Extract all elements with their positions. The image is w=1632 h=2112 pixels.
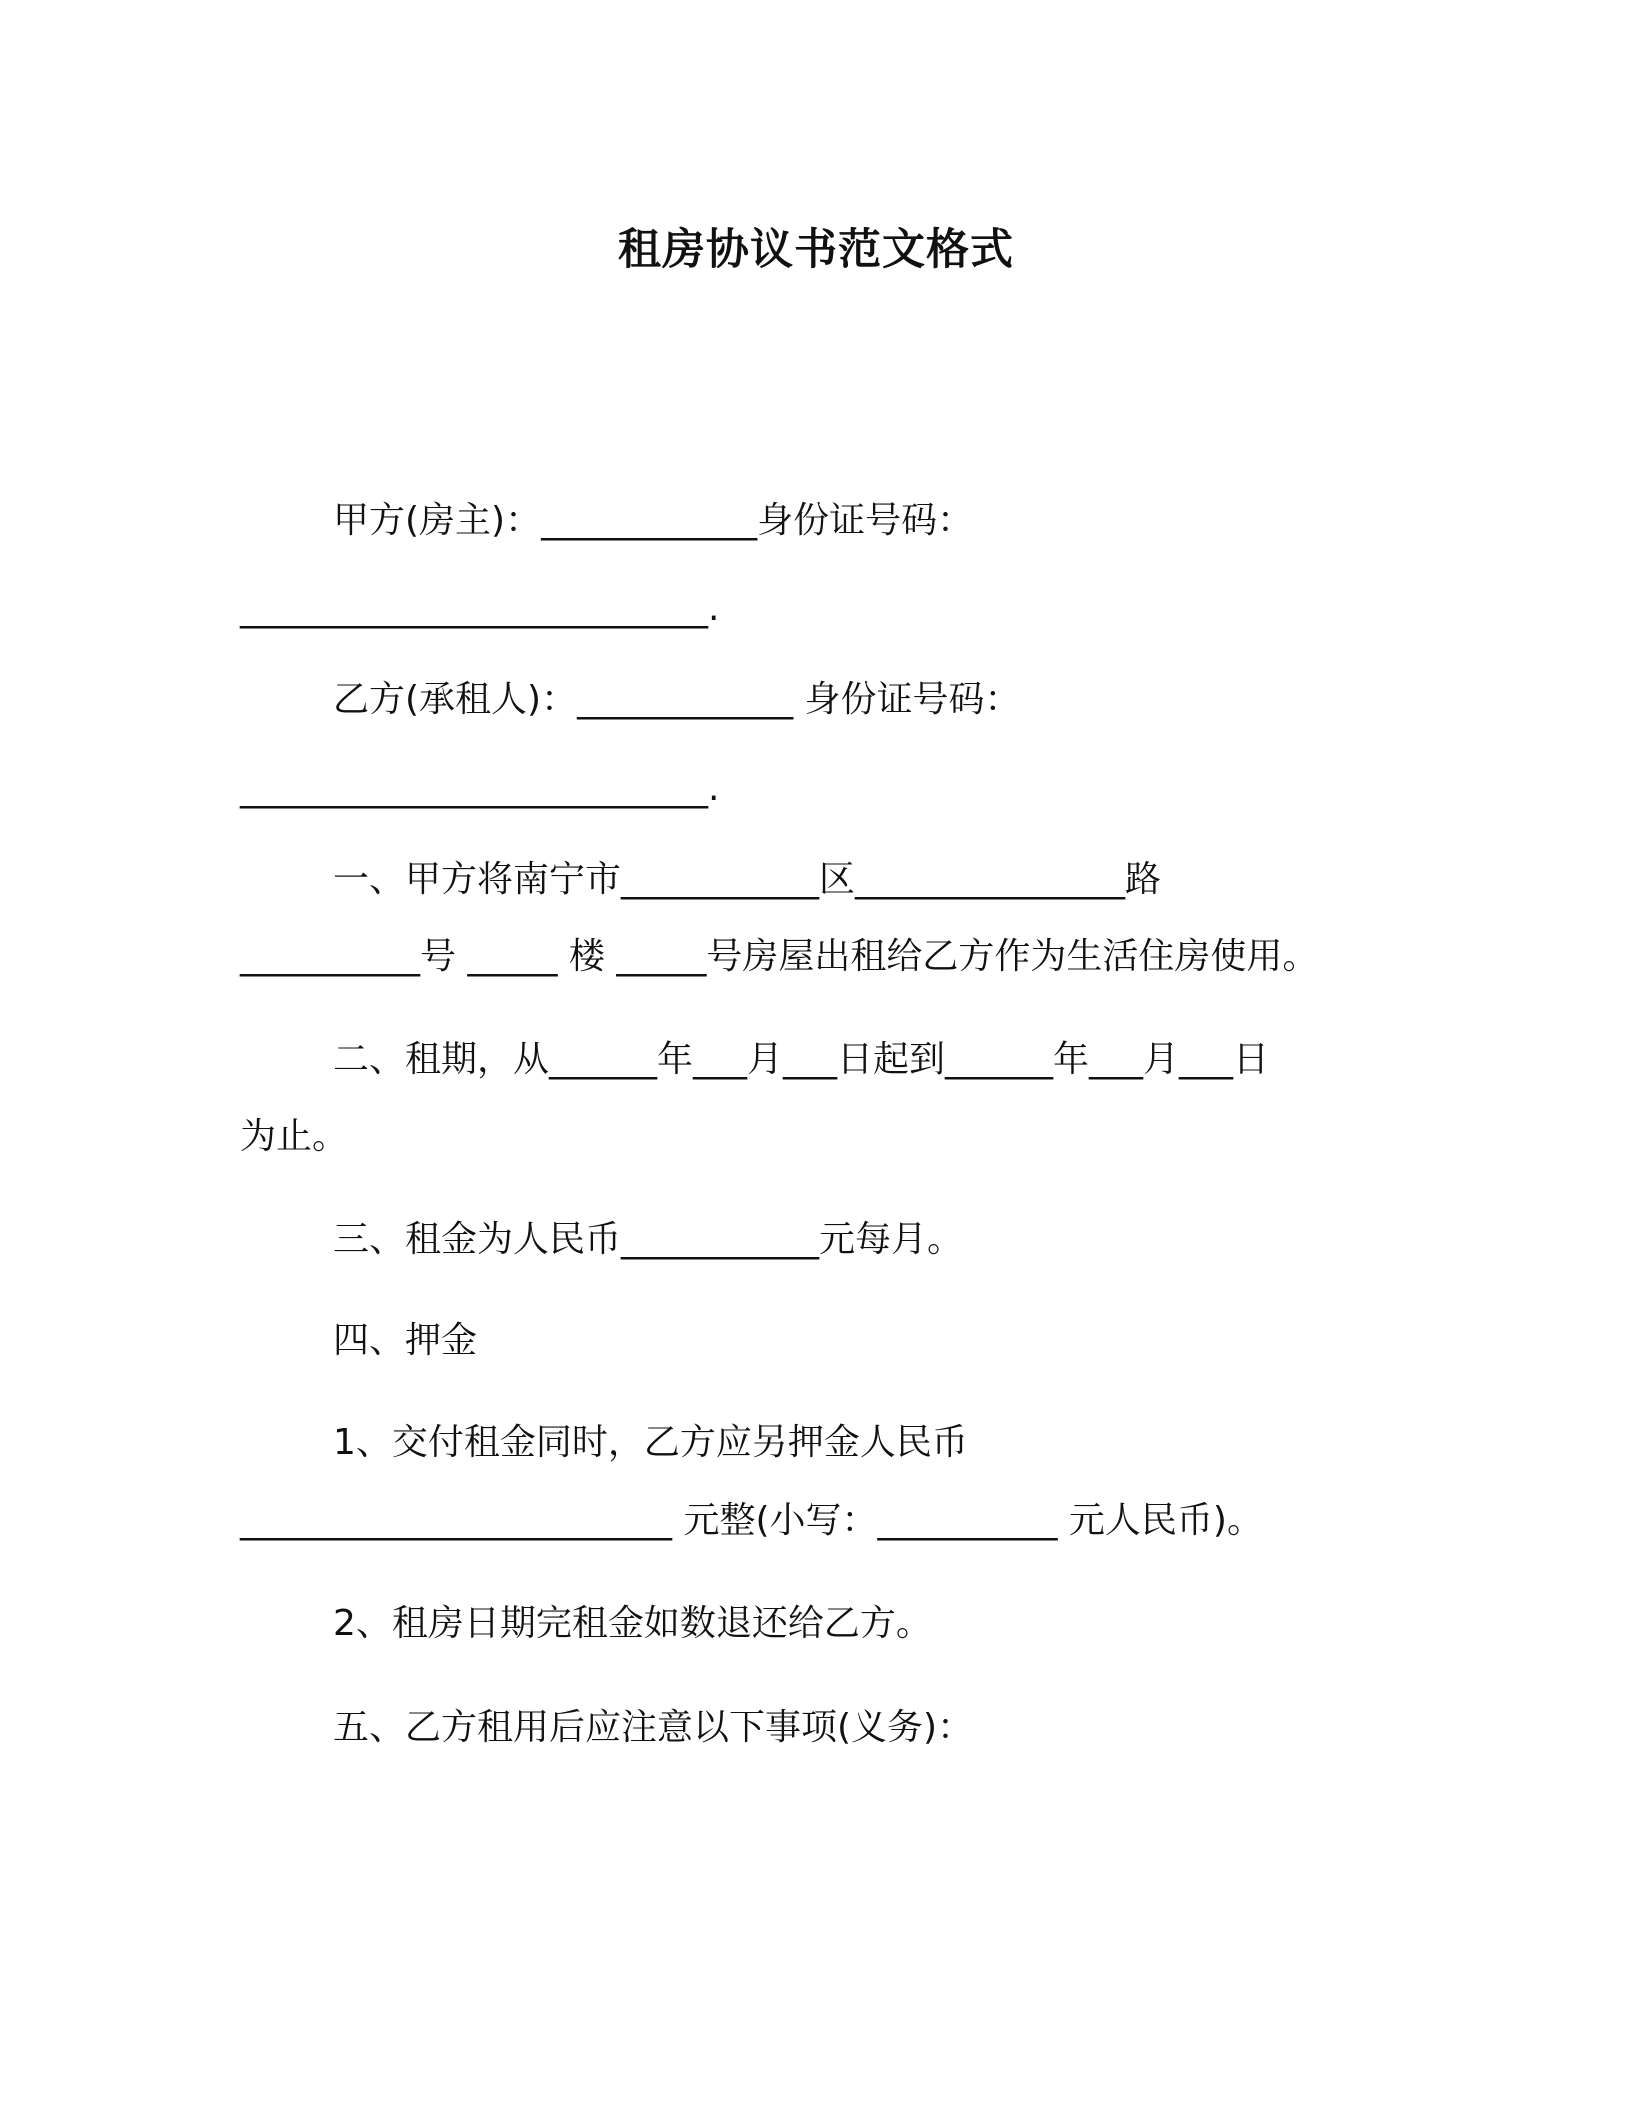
clause-1-line-1: 一、甲方将南宁市___________区_______________路 xyxy=(333,859,1162,900)
party-b-line: 乙方(承租人)：____________ 身份证号码： xyxy=(333,679,1021,720)
clause-4-item-2: 2、租房日期完租金如数退还给乙方。 xyxy=(333,1603,932,1644)
clause-5-heading: 五、乙方租用后应注意以下事项(义务)： xyxy=(333,1707,974,1748)
party-b-id-blank: __________________________. xyxy=(240,768,720,809)
clause-4-heading: 四、押金 xyxy=(333,1320,478,1361)
clause-4-item-1-line-1: 1、交付租金同时，乙方应另押金人民币 xyxy=(333,1422,968,1463)
clause-2-line-2: 为止。 xyxy=(240,1116,349,1157)
clause-3-line: 三、租金为人民币___________元每月。 xyxy=(333,1219,964,1260)
party-a-line: 甲方(房主)：____________身份证号码： xyxy=(333,500,974,541)
clause-2-line-1: 二、租期，从______年___月___日起到______年___月___日 xyxy=(333,1039,1270,1080)
party-a-id-blank: __________________________. xyxy=(240,588,720,629)
clause-1-line-2: __________号 _____ 楼 _____号房屋出租给乙方作为生活住房使用。 xyxy=(240,936,1319,977)
document-title: 租房协议书范文格式 xyxy=(618,225,1014,275)
clause-4-item-1-line-2: ________________________ 元整(小写：__________ 元人民币)。 xyxy=(240,1500,1263,1541)
